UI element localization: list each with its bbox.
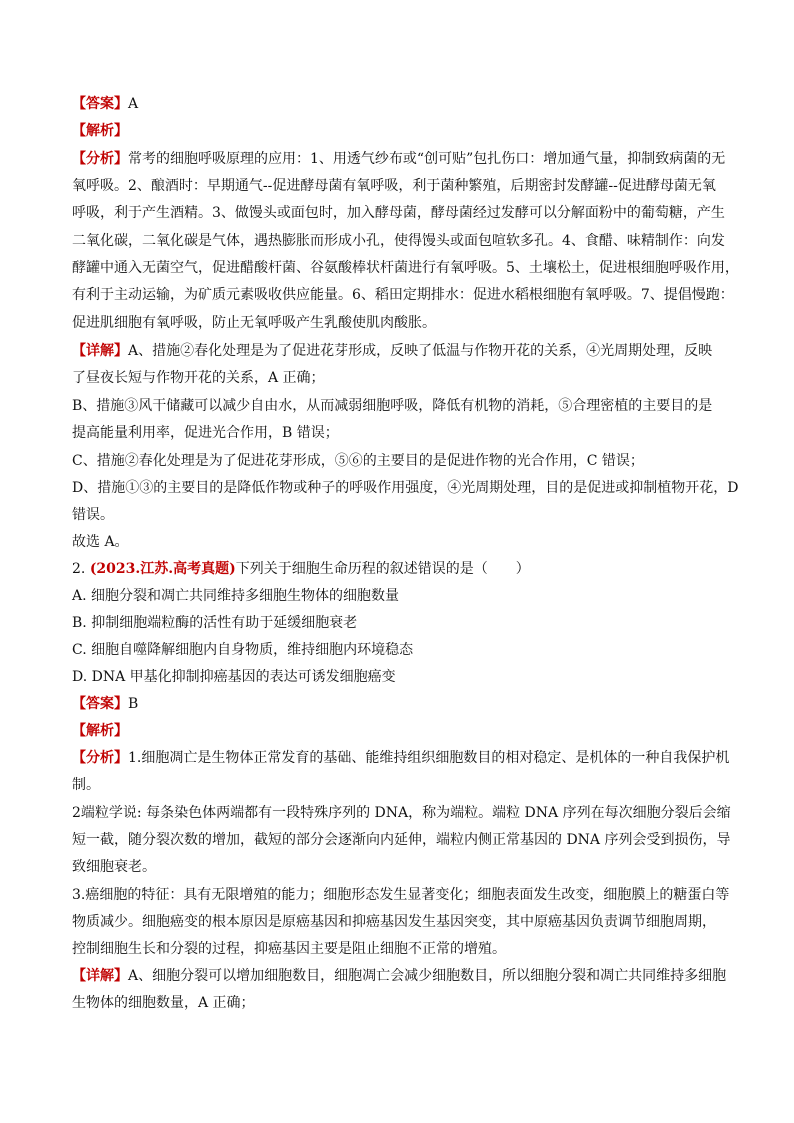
detail-text: C、措施②春化处理是为了促进花芽形成，⑤⑥的主要目的是促进作物的光合作用，C 错误； [72, 453, 644, 469]
answer-value: A [128, 96, 139, 112]
option-a: A. 细胞分裂和凋亡共同维持多细胞生物体的细胞数量 [72, 588, 400, 604]
xiangjie-tag: 【详解】 [72, 343, 128, 359]
fenxi-text: 2端粒学说: 每条染色体两端都有一段特殊序列的 DNA，称为端粒。端粒 DNA 序列在每次细胞分裂后会缩 [72, 805, 731, 821]
fenxi-tag: 【分析】 [72, 750, 128, 766]
xiangjie-tag: 【详解】 [72, 968, 128, 984]
q1-answer-line [72, 94, 752, 114]
question-stem: 下列关于细胞生命历程的叙述错误的是（ ） [235, 561, 530, 577]
q2-answer-line [72, 694, 752, 714]
q2-analysis-tag: 【解析】 [72, 723, 128, 739]
fenxi-text: 1.细胞凋亡是生物体正常发育的基础、能维持组织细胞数目的相对稳定、是机体的一种自我保护机 [128, 750, 730, 766]
detail-text: A、措施②春化处理是为了促进花芽形成，反映了低温与作物开花的关系，④光周期处理，反映 [128, 343, 713, 359]
fenxi-text: 致细胞衰老。 [72, 859, 156, 875]
q2-stem-line [72, 559, 752, 579]
fenxi-text: 氧呼吸。2、酿酒时：早期通气--促进酵母菌有氧呼吸，利于菌种繁殖，后期密封发酵罐--促进酵母菌无氧 [72, 178, 716, 194]
question-number: 2. [72, 561, 86, 577]
q1-detail-line [72, 341, 752, 361]
detail-text: 了昼夜长短与作物开花的关系，A 正确； [72, 370, 325, 386]
fenxi-tag: 【分析】 [72, 151, 128, 167]
fenxi-text: 3.癌细胞的特征：具有无限增殖的能力；细胞形态发生显著变化；细胞表面发生改变，细胞膜上的糖蛋白等 [72, 887, 730, 903]
q2-fenxi-line [72, 748, 752, 768]
fenxi-text: 二氧化碳，二氧化碳是气体，遇热膨胀而形成小孔，使得馒头或面包喧软多孔。4、食醋、味精制作：向发 [72, 233, 725, 249]
q1-analysis-tag: 【解析】 [72, 123, 128, 139]
q2-detail-line [72, 966, 752, 986]
answer-value: B [128, 696, 139, 712]
fenxi-text: 短一截，随分裂次数的增加，截短的部分会逐渐向内延伸，端粒内侧正常基因的 DNA 序列会受到损伤，导 [72, 832, 731, 848]
answer-tag: 【答案】 [72, 696, 128, 712]
answer-tag: 【答案】 [72, 96, 128, 112]
fenxi-text: 酵罐中通入无菌空气，促进醋酸杆菌、谷氨酸棒状杆菌进行有氧呼吸。5、土壤松土，促进根细胞呼吸作用， [72, 260, 739, 276]
question-source: (2023.江苏.高考真题) [89, 561, 236, 577]
detail-text: 故选 A。 [72, 534, 129, 550]
fenxi-text: 促进肌细胞有氧呼吸，防止无氧呼吸产生乳酸使肌肉酸胀。 [72, 315, 436, 331]
option-b: B. 抑制细胞端粒酶的活性有助于延缓细胞衰老 [72, 615, 358, 631]
fenxi-text: 常考的细胞呼吸原理的应用：1、用透气纱布或“创可贴”包扎伤口：增加通气量，抑制致病菌的无 [128, 151, 726, 167]
detail-text: D、措施①③的主要目的是降低作物或种子的呼吸作用强度，④光周期处理，目的是促进或抑制植物开花，D [72, 480, 739, 496]
detail-text: 生物体的细胞数量，A 正确； [72, 995, 255, 1011]
detail-text: A、细胞分裂可以增加细胞数目，细胞凋亡会减少细胞数目，所以细胞分裂和凋亡共同维持多细胞 [128, 968, 727, 984]
detail-text: 提高能量利用率，促进光合作用，B 错误； [72, 425, 339, 441]
detail-text: 错误。 [72, 507, 114, 523]
detail-text: B、措施③风干储藏可以减少自由水，从而减弱细胞呼吸，降低有机物的消耗，⑤合理密植的主要目的是 [72, 398, 713, 414]
fenxi-text: 控制细胞生长和分裂的过程，抑癌基因主要是阻止细胞不正常的增殖。 [72, 941, 506, 957]
option-d: D. DNA 甲基化抑制抑癌基因的表达可诱发细胞癌变 [72, 669, 396, 685]
fenxi-text: 呼吸，利于产生酒精。3、做馒头或面包时，加入酵母菌，酵母菌经过发酵可以分解面粉中的葡萄糖，产生 [72, 205, 725, 221]
fenxi-text: 物质减少。细胞癌变的根本原因是原癌基因和抑癌基因发生基因突变，其中原癌基因负责调节细胞周期， [72, 914, 716, 930]
fenxi-text: 有利于主动运输，为矿质元素吸收供应能量。6、稻田定期排水：促进水稻根细胞有氧呼吸。7、提倡慢跑： [72, 287, 734, 303]
option-c: C. 细胞自噬降解细胞内自身物质，维持细胞内环境稳态 [72, 642, 414, 658]
q1-fenxi-line [72, 149, 752, 169]
fenxi-text: 制。 [72, 777, 100, 793]
